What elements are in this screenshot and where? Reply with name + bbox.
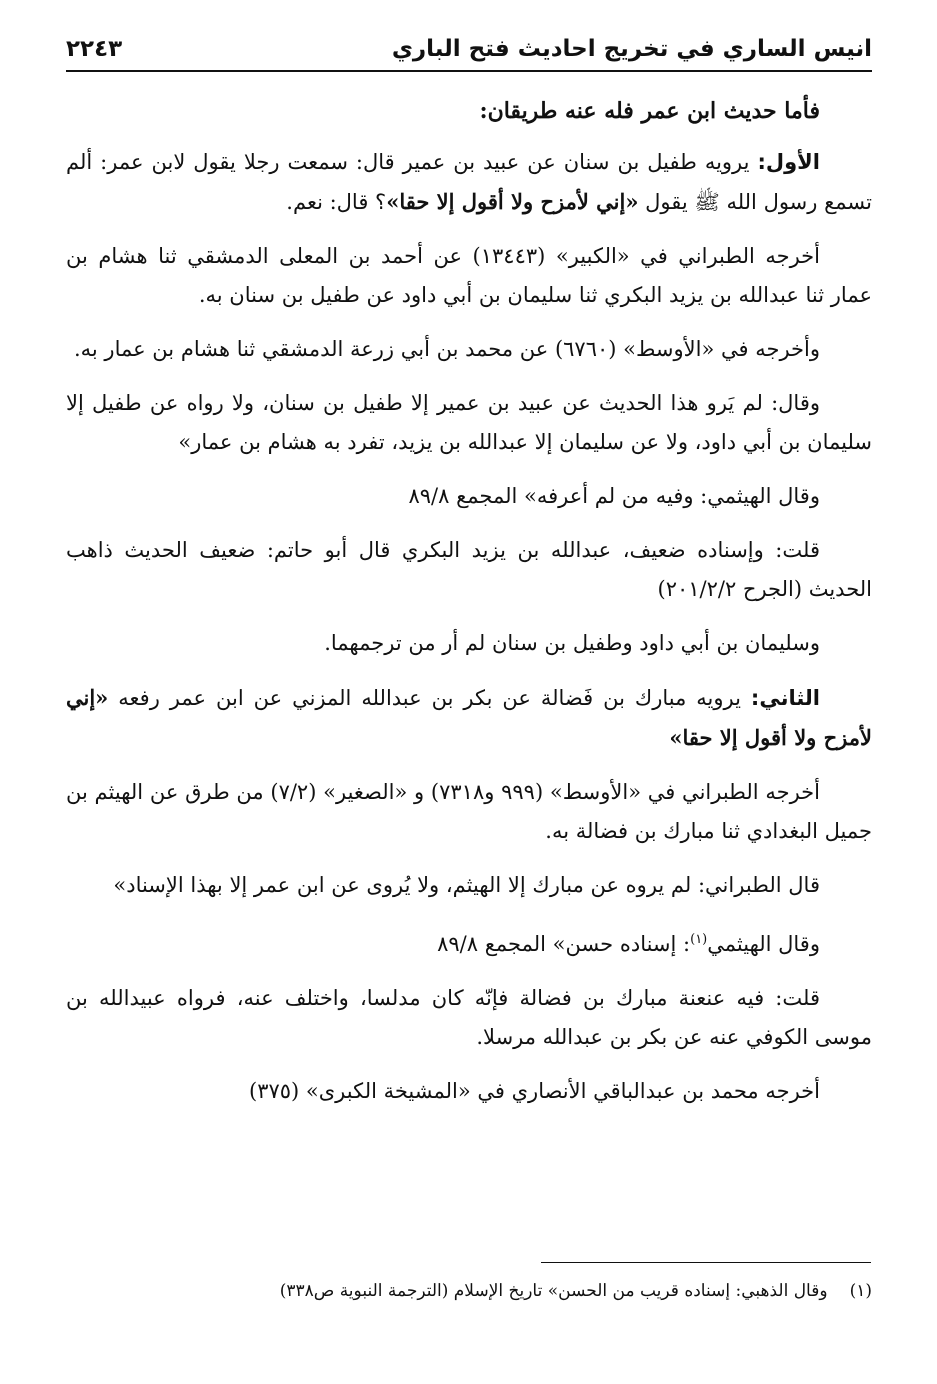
- paragraph: قلت: فيه عنعنة مبارك بن فضالة فإنّه كان مدلسا، واختلف عنه، فرواه عبيدالله بن موسى الكوفي عنه عن بكر بن عبدالله مرسلا.: [66, 986, 872, 1049]
- running-header: [66, 30, 872, 70]
- footnote-reference[interactable]: (١): [690, 932, 708, 947]
- paragraph-text: يرويه طفيل بن سنان عن عبيد بن عمير قال: سمعت رجلا يقول لابن عمر: ألم تسمع رسول الله ﷺ يقول: [66, 150, 872, 214]
- paragraph: أخرجه الطبراني في «الأوسط» (٩٩٩ و٧٣١٨) و «الصغير» (٧/٢) من طرق عن الهيثم بن جميل البغدادي ثنا مبارك بن فضالة به.: [66, 780, 872, 843]
- footnote-rule: [541, 1262, 871, 1263]
- running-title: انيس الساري في تخريج احاديث فتح الباري: [391, 36, 872, 62]
- paragraph-text: ؟ قال: نعم.: [286, 190, 387, 214]
- paragraph: وأخرجه في «الأوسط» (٦٧٦٠) عن محمد بن أبي زرعة الدمشقي ثنا هشام بن عمار به.: [73, 337, 820, 361]
- paragraph-lead: الثاني:: [750, 686, 820, 710]
- paragraph: [66, 920, 872, 964]
- paragraph-text: يرويه مبارك بن فَضالة عن بكر بن عبدالله المزني عن ابن عمر رفعه: [108, 686, 751, 710]
- paragraph: وقال الهيثمي: وفيه من لم أعرفه» المجمع ٨٩/٨: [408, 484, 820, 508]
- paragraph: أخرجه محمد بن عبدالباقي الأنصاري في «المشيخة الكبرى» (٣٧٥): [248, 1079, 820, 1103]
- paragraph-second-route: [66, 678, 872, 758]
- paragraph: قال الطبراني: لم يروه عن مبارك إلا الهيثم، ولا يُروى عن ابن عمر إلا بهذا الإسناد»: [113, 873, 820, 897]
- hadith-quote: «إني لأمزح ولا أقول إلا حقا»: [66, 685, 872, 750]
- footnote-text: وقال الذهبي: إسناده قريب من الحسن» تاريخ الإسلام (الترجمة النبوية ص٣٣٨): [279, 1281, 828, 1301]
- paragraph: قلت: وإسناده ضعيف، عبدالله بن يزيد البكري قال أبو حاتم: ضعيف الحديث ذاهب الحديث (الجرح ٢٠١/٢/٢): [66, 538, 872, 601]
- paragraph-text: وقال الهيثمي: [707, 932, 820, 956]
- page-number: ٢٢٤٣: [66, 36, 123, 62]
- main-text: [66, 92, 872, 1126]
- footnote: [66, 1277, 872, 1305]
- footnote-marker: (١): [849, 1281, 872, 1301]
- paragraph: أخرجه الطبراني في «الكبير» (١٣٤٤٣) عن أحمد بن المعلى الدمشقي ثنا هشام بن عمار ثنا عبدالله بن يزيد البكري ثنا سليمان بن أبي داود عن طفيل بن سنان به.: [66, 244, 872, 307]
- paragraph-first-route: [66, 143, 872, 222]
- section-heading: فأما حديث ابن عمر فله عنه طريقان:: [479, 98, 820, 124]
- hadith-quote: «إني لأمزح ولا أقول إلا حقا»: [386, 189, 639, 214]
- header-rule: [66, 70, 872, 72]
- paragraph: وقال: لم يَرو هذا الحديث عن عبيد بن عمير إلا طفيل بن سنان، ولا رواه عن طفيل إلا سليمان بن أبي داود، ولا عن سليمان إلا عبدالله بن يزيد، تفرد به هشام بن عمار»: [66, 391, 872, 454]
- paragraph: وسليمان بن أبي داود وطفيل بن سنان لم أر من ترجمهما.: [324, 631, 820, 655]
- paragraph-lead: الأول:: [757, 150, 820, 174]
- paragraph-text: : إسناده حسن» المجمع ٨٩/٨: [437, 932, 691, 956]
